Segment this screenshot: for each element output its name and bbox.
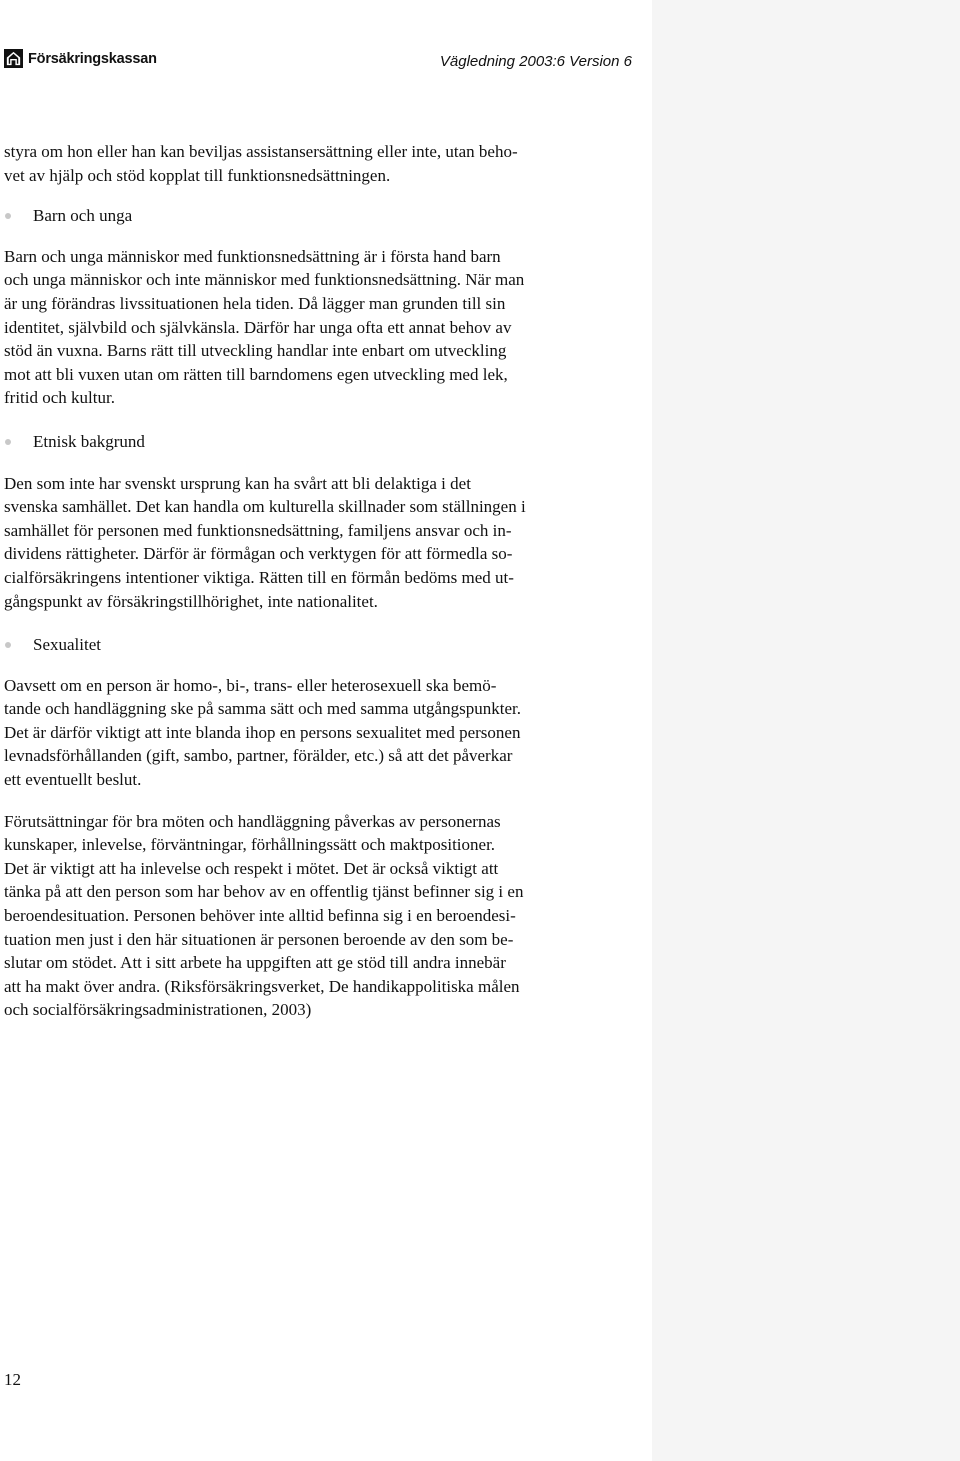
bullet-icon — [5, 213, 11, 219]
brand-logo — [4, 49, 157, 68]
bullet-label: Barn och unga — [33, 206, 133, 226]
page-number: 12 — [4, 1370, 21, 1389]
page-header — [0, 0, 652, 90]
bullet-label: Etnisk bakgrund — [33, 431, 145, 451]
bullet-heading-etnisk — [4, 430, 640, 454]
bullet-heading-sexualitet — [4, 633, 640, 657]
brand-name: Försäkringskassan — [28, 50, 157, 67]
document-version: Vägledning 2003:6 Version 6 — [439, 53, 632, 70]
document-body — [4, 140, 640, 1022]
bullet-label: Sexualitet — [33, 635, 101, 655]
house-logo-icon — [4, 49, 23, 68]
bullet-icon — [5, 439, 11, 445]
paragraph: Den som inte har svenskt ursprung kan ha svårt att bli delaktiga i det svenska samhället. Det kan handla om kulturella skillnader som ställningen i samhället för personen med funktionsnedsättning, familjens ansvar och in- dividens rättigheter. Därför är förmågan och verktygen för att förmedla so- cialförsäkringens intentioner viktiga. Rätten till en förmån bedöms med ut- gångspunkt av försäkringstillhörighet, inte nationalitet. — [4, 473, 526, 611]
paragraph: Barn och unga människor med funktionsnedsättning är i första hand barn och unga människor och inte människor med funktionsnedsättning. När man är ung förändras livssituationen hela tiden. Då lägger man grunden till sin identitet, självbild och självkänsla. Därför har unga ofta ett annat behov av stöd än vuxna. Barns rätt till utveckling handlar inte enbart om utveckling mot att bli vuxen utan om rätten till barndomens egen utveckling med lek, fritid och kultur. — [4, 246, 525, 408]
paragraph: Oavsett om en person är homo-, bi-, trans- eller heterosexuell ska bemö- tande och handläggning ske på samma sätt och med samma utgångspunkter. Det är därför viktigt att inte blanda ihop en persons sexualitet med personen levnadsförhållanden (gift, sambo, partner, förälder, etc.) så att det påverkar ett eventuellt beslut. — [4, 675, 521, 790]
paragraph: styra om hon eller han kan beviljas assistansersättning eller inte, utan beho- vet av hjälp och stöd kopplat till funktionsnedsättningen. — [4, 142, 518, 185]
bullet-heading-barn — [4, 204, 640, 228]
paragraph: Förutsättningar för bra möten och handläggning påverkas av personernas kunskaper, inlevelse, förväntningar, förhållningssätt och maktpositioner. Det är viktigt att ha inlevelse och respekt i mötet. Det är också viktigt att tänka på att den person som har behov av en offentlig tjänst befinner sig i en beroendesituation. Personen behöver inte alltid befinna sig i en beroendesi- tuation men just i den här situationen är personen beroende av den som be- slutar om stödet. Att i sitt arbete ha uppgiften att ge stöd till andra innebär att ha makt över andra. (Riksförsäkringsverket, De handikappolitiska målen och socialförsäkringsadministrationen, 2003) — [4, 811, 524, 1020]
margin-comment-panel — [652, 0, 960, 1461]
bullet-icon — [5, 642, 11, 648]
